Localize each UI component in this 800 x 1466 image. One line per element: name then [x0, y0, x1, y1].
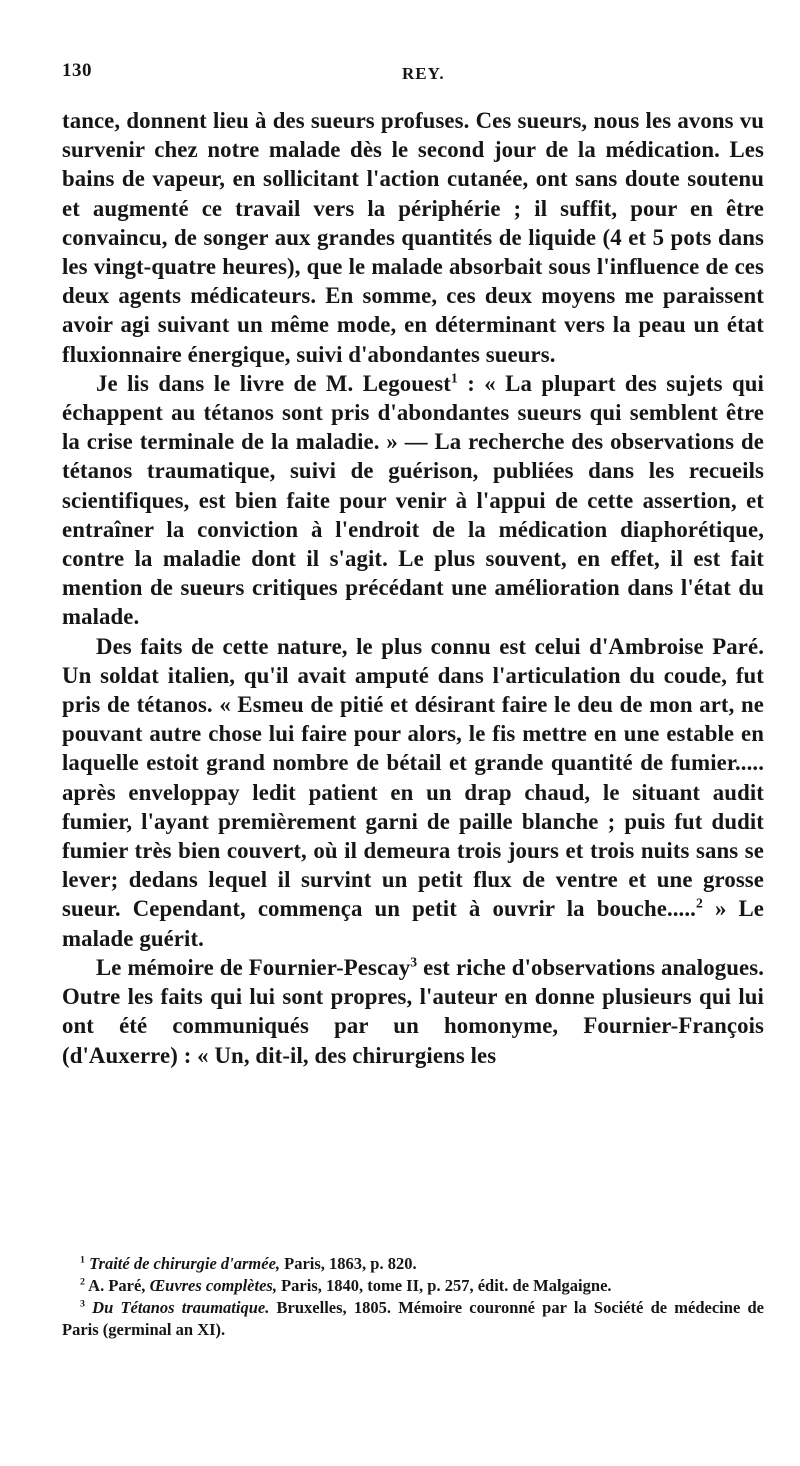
- footnote-3-rest: Bruxelles, 1805. Mémoire couronné par la Société de médecine de Paris (germinal an XI).: [62, 1298, 764, 1339]
- paragraph-2-text-b: : « La plupart des sujets qui échappent au tétanos sont pris d'abondantes sueurs qui semblent être la crise terminale de la maladie. » — La recherche des observations de tétanos traumatique, suivi de guérison, publiées dans les recueils scientifiques, est bien faite pour venir à l'appui de cette assertion, et entraîner la conviction à l'endroit de la médication diaphorétique, contre la maladie dont il s'agit. Le plus souvent, en effet, il est fait mention de sueurs critiques précédant une amélioration dans l'état du malade.: [62, 370, 764, 630]
- footnote-1-title: Traité de chirurgie d'armée,: [89, 1254, 281, 1273]
- paragraph-2: [62, 369, 764, 632]
- main-text: [62, 106, 764, 1070]
- footnote-ref-2: 2: [695, 895, 703, 911]
- paragraph-3: [62, 632, 764, 953]
- page-number: 130: [62, 60, 92, 81]
- footnote-1-number: 1: [80, 1254, 85, 1266]
- paragraph-4-text-b: est riche d'observations analogues. Outre les faits qui lui sont propres, l'auteur en donne plusieurs qui lui ont été communiqués par un homonyme, Fournier-François (d'Auxerre) : « Un, dit-il, des chirurgiens les: [62, 954, 765, 1068]
- footnote-2-number: 2: [80, 1276, 85, 1288]
- footnote-ref-1: 1: [450, 370, 458, 386]
- paragraph-4-text-a: Le mémoire de Fournier-Pescay: [96, 954, 411, 980]
- footnote-3: [62, 1297, 764, 1341]
- paragraph-3-text-b: » Le malade guérit.: [62, 896, 764, 951]
- paragraph-1: tance, donnent lieu à des sueurs profuses. Ces sueurs, nous les avons vu survenir chez notre malade dès le second jour de la médication. Les bains de vapeur, en sollicitant l'action cutanée, ont sans doute soutenu et augmenté ce travail vers la périphérie ; il suffit, pour en être convaincu, de songer aux grandes quantités de liquide (4 et 5 pots dans les vingt-quatre heures), que le malade absorbait sous l'influence de ces deux agents médicateurs. En somme, ces deux moyens me paraissent avoir agi suivant un même mode, en déterminant vers la peau un état fluxionnaire énergique, suivi d'abondantes sueurs.: [62, 108, 764, 367]
- running-header: [62, 60, 762, 90]
- paragraph-2-text-a: Je lis dans le livre de M. Legouest: [96, 370, 451, 396]
- paragraph-4: [62, 953, 764, 1070]
- footnote-1-rest: Paris, 1863, p. 820.: [280, 1254, 417, 1273]
- footnote-ref-3: 3: [410, 954, 418, 970]
- footnote-1: [62, 1253, 764, 1275]
- footnote-2-title: Œuvres complètes,: [149, 1276, 277, 1295]
- paragraph-3-text-a: Des faits de cette nature, le plus connu est celui d'Ambroise Paré. Un soldat italien, qu'il avait amputé dans l'articulation du coude, fut pris de tétanos. « Esmeu de pitié et désirant faire le deu de mon art, ne pouvant autre chose lui faire pour alors, le fis mettre en une estable en laquelle estoit grand nombre de bétail et grande quantité de fumier..... après enveloppay ledit patient en un drap chaud, le situant audit fumier, l'ayant premièrement garni de paille blanche ; puis fut dudit fumier très bien couvert, où il demeura trois jours et trois nuits sans se lever; dedans lequel il survint un petit flux de ventre et une grosse sueur. Cependant, commença un petit à ouvrir la bouche.....: [62, 633, 764, 922]
- footnote-3-number: 3: [80, 1298, 85, 1310]
- footnotes: [62, 1253, 764, 1341]
- footnote-2-rest: Paris, 1840, tome II, p. 257, édit. de Malgaigne.: [276, 1276, 612, 1295]
- footnote-3-title: Du Tétanos traumatique.: [92, 1298, 270, 1317]
- footnote-2-author: A. Paré,: [88, 1276, 150, 1295]
- running-title: REY.: [402, 64, 445, 83]
- footnote-2: [62, 1275, 764, 1297]
